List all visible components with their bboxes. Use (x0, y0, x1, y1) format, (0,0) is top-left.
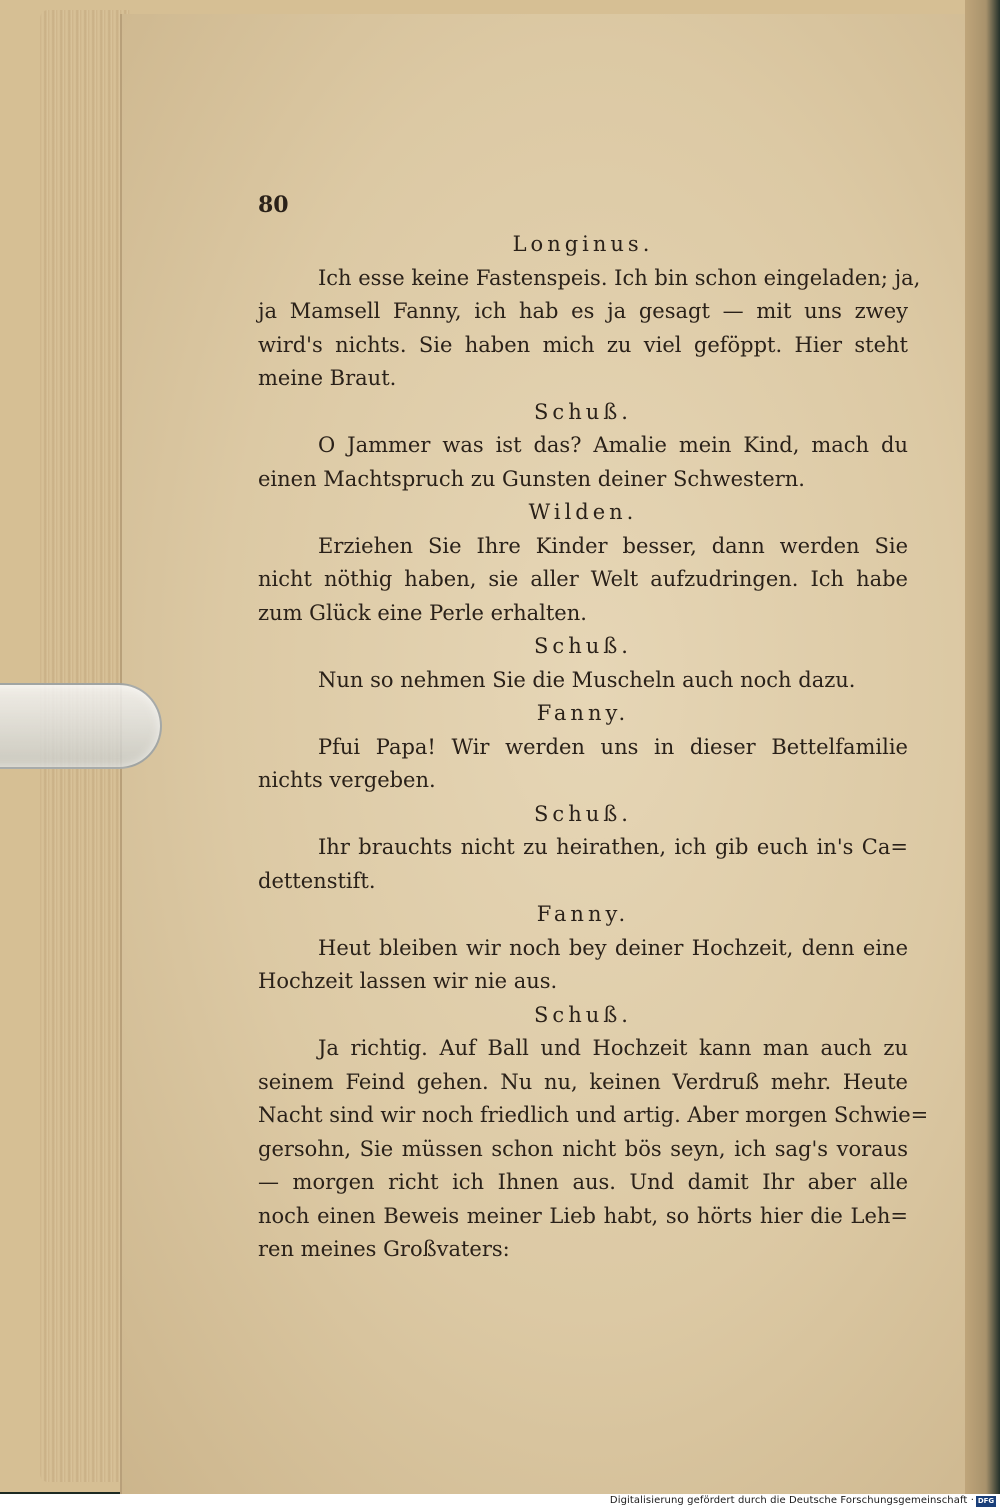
text-line: nicht nöthig haben, sie aller Welt aufzudringen. Ich habe (258, 567, 908, 591)
text-line: noch einen Beweis meiner Lieb habt, so hörts hier die Leh= (258, 1203, 908, 1228)
text-line: Ich esse keine Fastenspeis. Ich bin schon eingeladen; ja, (318, 265, 921, 290)
speaker-name: Schuß. (534, 634, 632, 658)
text-line: einen Machtspruch zu Gunsten deiner Schwestern. (258, 466, 805, 491)
text-line: Erziehen Sie Ihre Kinder besser, dann werden Sie (318, 533, 908, 558)
funding-credit: Digitalisierung gefördert durch die Deutsche Forschungsgemeinschaft · (609, 1495, 974, 1506)
speaker-name: Schuß. (534, 801, 632, 826)
text-line: Ihr brauchts nicht zu heirathen, ich gib euch in's Ca= (318, 835, 908, 859)
text-line: — morgen richt ich Ihnen aus. Und damit Ihr aber alle (258, 1170, 908, 1194)
text-line: Hochzeit lassen wir nie aus. (258, 969, 558, 993)
dfg-logo: DFG (977, 1497, 995, 1505)
speaker-name: Schuß. (534, 1002, 632, 1027)
text-line: wird's nichts. Sie haben mich zu viel geföppt. Hier steht (258, 332, 908, 357)
speaker-name: Fanny. (536, 701, 630, 725)
text-line: nichts vergeben. (258, 768, 436, 792)
text-line: Heut bleiben wir noch bey deiner Hochzeit, denn eine (318, 935, 908, 960)
book-spine (965, 0, 1000, 1494)
text-line: ren meines Großvaters: (258, 1237, 510, 1261)
text-line: Nun so nehmen Sie die Muscheln auch noch dazu. (318, 667, 856, 692)
text-line: Pfui Papa! Wir werden uns in dieser Bettelfamilie (318, 734, 908, 759)
bookmark-clip (0, 683, 162, 769)
page-number: 80 (258, 192, 289, 218)
speaker-name: Longinus. (512, 232, 654, 256)
text-line: dettenstift. (258, 868, 376, 893)
text-line: zum Glück eine Perle erhalten. (258, 600, 587, 625)
speaker-name: Fanny. (536, 902, 630, 926)
speaker-name: Wilden. (528, 500, 638, 524)
text-line: meine Braut. (258, 366, 397, 390)
text-line: O Jammer was ist das? Amalie mein Kind, mach du (318, 433, 908, 457)
text-line: ja Mamsell Fanny, ich hab es ja gesagt — mit uns zwey (258, 299, 908, 323)
text-line: gersohn, Sie müssen schon nicht bös seyn, ich sag's voraus (258, 1136, 908, 1161)
text-line: Ja richtig. Auf Ball und Hochzeit kann man auch zu (318, 1036, 908, 1060)
text-line: seinem Feind gehen. Nu nu, keinen Verdruß mehr. Heute (258, 1069, 908, 1094)
speaker-name: Schuß. (534, 399, 632, 424)
text-line: Nacht sind wir noch friedlich und artig. Aber morgen Schwie= (258, 1103, 929, 1127)
